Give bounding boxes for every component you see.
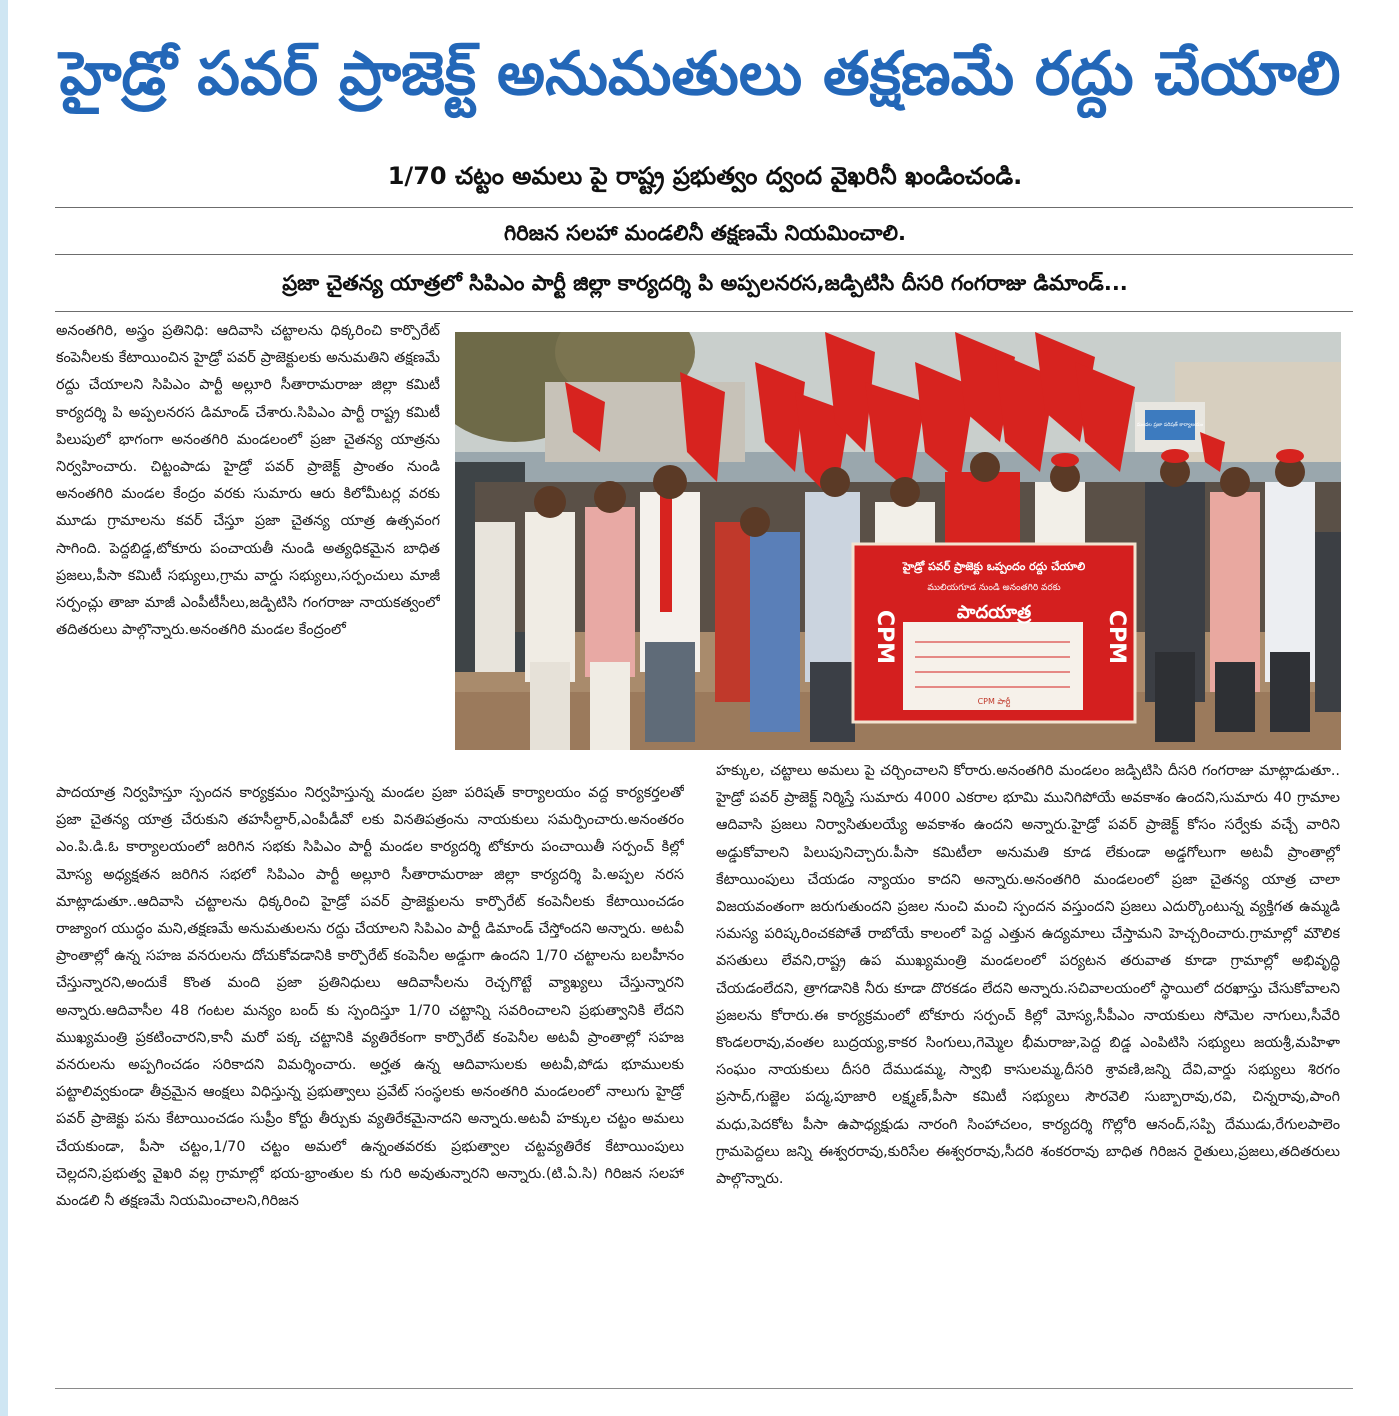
article-column-1	[56, 318, 440, 780]
article-paragraph: హక్కుల, చట్టాలు అమలు పై చర్చించాలని కోరారు.అనంతగిరి మండలం జడ్పిటిసి దీసరి గంగరాజు మాట్లాడుతూ.. హైడ్రో పవర్ ప్రాజెక్ట్ నిర్మిస్తే సుమారు 4000 ఎకరాల భూమి మునిగిపోయే అవకాశం ఉందని,సుమారు 40 గ్రామాల ఆదివాసి ప్రజలు నిర్వాసితులయ్యే అవకాశం ఉందని అన్నారు.హైడ్రో పవర్ ప్రాజెక్ట్ కోసం సర్వేకు వచ్చే వారిని అడ్డుకోవాలని పిలుపునిచ్చారు.పీసా కమిటీలా అనుమతి కూడ లేకుండా అడ్డగోలుగా అటవీ ప్రాంతాల్లో కేటాయింపులు చేయడం న్యాయం కాదని అన్నారు.అనంతగిరి మండలంలో ప్రజా చైతన్య యాత్ర చాలా విజయవంతంగా జరుగుతుందని ప్రజల నుంచి మంచి స్పందన వస్తుందని ప్రజలు ఎదుర్కొంటున్న వ్యక్తిగత ఉమ్మడి సమస్య పరిష్కరించకపోతే రాబోయే కాలంలో పెద్ద ఎత్తున ఉద్యమాలు చేస్తామని హెచ్చరించారు.గ్రామాల్లో మౌలిక వసతులు లేవని,రాష్ట్ర ఉప ముఖ్యమంత్రి మండలంలో పర్యటన తరువాత కూడా గ్రామాల్లో అభివృద్ధి చేయడంలేదని, త్రాగడానికి నీరు కూడా దొరకడం లేదని అన్నారు.సచివాలయంలో స్థాయిలో దరఖాస్తు చేసుకోవాలని ప్రజలను కోరారు.ఈ కార్యక్రమంలో టోకూరు సర్పంచ్ కిల్లో మోస్య,సీపీఎం నాయకులు సోమెల నాగులు,సీవేరి కొండలరావు,వంతల బుద్రయ్య,కాకర సింగులు,గెమ్మెల భీమరాజు,పెద్ద బిడ్డ ఎంపిటిసి సభ్యులు జయశ్రీ,మహిళా సంఘం నాయకులు దీసరి దేముడమ్మ, స్వాభి కాసులమ్మ,దీసరి శ్రావణి,జన్ని దేవి,వార్డు సభ్యులు శిరగం ప్రసాద్,గుజ్జెల పద్మ,పూజారి లక్ష్మణ్,పీసా కమిటీ సభ్యులు సౌరవెలి సుబ్బారావు,రవి, చిన్నరావు,పాంగి మధు,పెదకోట పీసా ఉపాధ్యక్షుడు నారంగి సింహాచలం, కార్యదర్శి గొల్లోరి ఆనంద్,సప్పి దేముడు,రేగులపాలెం గ్రామపెద్దలు జన్ని ఈశ్వరరావు,కురిసేల ఈశ్వరరావు,సీదరి శంకరరావు బాధిత గిరిజన రైతులు,ప్రజలు,తదితరులు పాల్గొన్నారు.	[716, 763, 1340, 1188]
banner-footer: CPM పార్టీ	[977, 697, 1011, 706]
subheading-1: 1/70 చట్టం అమలు పై రాష్ట్ర ప్రభుత్వం ద్వంద వైఖరినీ ఖండించండి.	[387, 162, 1023, 190]
divider	[55, 207, 1353, 208]
divider	[55, 311, 1353, 312]
divider	[55, 254, 1353, 255]
subheading-2: గిరిజన సలహా మండలినీ తక్షణమే నియమించాలి.	[504, 221, 906, 245]
rally-photo-illustration	[455, 332, 1341, 750]
subheading-3: ప్రజా చైతన్య యాత్రలో సిపిఎం పార్టీ జిల్లా కార్యదర్శి పి అప్పలనరస,జడ్పిటిసి దీసరి గంగరాజు డిమాండ్...	[282, 271, 1128, 295]
banner-cpm-right: CPM	[1104, 609, 1129, 665]
banner-line-2: ములియగూడ నుండి అనంతగిరి వరకు	[927, 583, 1061, 593]
rally-photo	[455, 332, 1341, 750]
headline: హైడ్రో పవర్ ప్రాజెక్ట్ అనుమతులు తక్షణమే రద్దు చేయాలి	[59, 39, 1341, 109]
article-column-3	[716, 758, 1340, 1330]
banner-line-1: హైడ్రో పవర్ ప్రాజెక్టు ఒప్పందం రద్దు చేయాలి	[902, 560, 1086, 573]
article-column-2	[56, 780, 684, 1350]
banner-cpm-left: CPM	[872, 609, 897, 665]
page-edge-bar	[0, 0, 8, 1416]
bottom-divider	[55, 1388, 1353, 1389]
sign-text: మండల ప్రజా పరిషత్ కార్యాలయం	[1136, 422, 1204, 428]
banner-title: పాదయాత్ర	[956, 602, 1032, 623]
article-paragraph: అనంతగిరి, అస్త్రం ప్రతినిధి: ఆదివాసి చట్టాలను ధిక్కరించి కార్పొరేట్ కంపెనీలకు కేటాయించిన హైడ్రో పవర్ ప్రాజెక్టులకు అనుమతిని తక్షణమే రద్దు చేయాలని సిపిఎం పార్టీ అల్లూరి సీతారామరాజు జిల్లా కమిటీ కార్యదర్శి పి అప్పలనరస డిమాండ్ చేశారు.సిపిఎం పార్టీ రాష్ట్ర కమిటీ పిలుపులో భాగంగా అనంతగిరి మండలంలో ప్రజా చైతన్య యాత్రను నిర్వహించారు. చిట్టంపాడు హైడ్రో పవర్ ప్రాజెక్ట్ ప్రాంతం నుండి అనంతగిరి మండల కేంద్రం వరకు సుమారు ఆరు కిలోమీటర్ల వరకు మూడు గ్రామాలను కవర్ చేస్తూ ప్రజా చైతన్య యాత్ర ఉత్సవంగ సాగింది. పెద్దబిడ్డ,టోకూరు పంచాయతీ నుండి అత్యధికమైన బాధిత ప్రజలు,పీసా కమిటీ సభ్యులు,గ్రామ వార్డు సభ్యులు,సర్పంచులు మాజీ సర్పంచ్లు తాజా మాజీ ఎంపీటీసీలు,జడ్పిటిసి గంగరాజు నాయకత్వంలో తదితరులు పాల్గొన్నారు.అనంతగిరి మండల కేంద్రంలో	[56, 323, 440, 639]
article-paragraph: పాదయాత్ర నిర్వహిస్తూ స్పందన కార్యక్రమం నిర్వహిస్తున్న మండల ప్రజా పరిషత్ కార్యాలయం వద్ద కార్యకర్తలతో ప్రజా చైతన్య యాత్ర చేరుకుని తహసీల్దార్,ఎంపీడీవో లకు వినతిపత్రంను నాయకులు సమర్పించారు.అనంతరం ఎం.పి.డి.ఓ కార్యాలయంలో జరిగిన సభకు సిపిఎం పార్టీ మండల కార్యదర్శి టోకూరు పంచాయితీ సర్పంచ్ కిల్లో మోస్య అధ్యక్షతన జరిగిన సభలో సిపిఎం పార్టీ అల్లూరి సీతారామరాజు జిల్లా కార్యదర్శి పి.అప్పల నరస మాట్లాడుతూ..ఆదివాసి చట్టాలను ధిక్కరించి హైడ్రో పవర్ ప్రాజెక్టులను కార్పొరేట్ కంపెనీలకు కేటాయించడం రాజ్యాంగ యుద్ధం మని,తక్షణమే అనుమతులను రద్దు చేయాలని సిపిఎం పార్టీ డిమాండ్ చేస్తోందని అన్నారు. అటవీ ప్రాంతాల్లో ఉన్న సహజ వనరులను దోచుకోవడానికి కార్పొరేట్ కంపెనీల అడ్డుగా ఉందని 1/70 చట్టాలను బలహీనం చేస్తున్నారని,అందుకే కొంత మంది ప్రజా ప్రతినిధులు ఆదివాసీలను రెచ్చగొట్టే వ్యాఖ్యలు చేస్తున్నారని అన్నారు.ఆదివాసీల 48 గంటల మన్యం బంద్ కు స్పందిస్తూ 1/70 చట్టాన్ని సవరించాలని ప్రభుత్వానికి లేదని ముఖ్యమంత్రి ప్రకటించారని,కానీ మరో పక్క చట్టానికి వ్యతిరేకంగా కార్పొరేట్ కంపెనీల అటవీ ప్రాంతాల్లో సహజ వనరులను అప్పగించడం సరికాదని విమర్శించారు. అర్హత ఉన్న ఆదివాసులకు అటవీ,పోడు భూములకు పట్టాలివ్వకుండా తీవ్రమైన ఆంక్షలు విధిస్తున్న ప్రభుత్వాలు ప్రవేట్ సంస్థలకు అనంతగిరి మండలంలో నాలుగు హైడ్రో పవర్ ప్రాజెక్టు పను కేటాయించడం సుప్రీం కోర్టు తీర్పుకు వ్యతిరేకమైనాదని అన్నారు.అటవీ హక్కుల చట్టం అమలు చేయకుండా, పీసా చట్టం,1/70 చట్టం అమలో ఉన్నంతవరకు ప్రభుత్వాల చట్టవ్యతిరేక కేటాయింపులు చెల్లదని,ప్రభుత్వ వైఖరి వల్ల గ్రామాల్లో భయ-భ్రాంతుల కు గురి అవుతున్నారని అన్నారు.(టి.ఏ.సి) గిరిజన సలహా మండలి నీ తక్షణమే నియమించాలని,గిరిజన	[56, 785, 684, 1210]
